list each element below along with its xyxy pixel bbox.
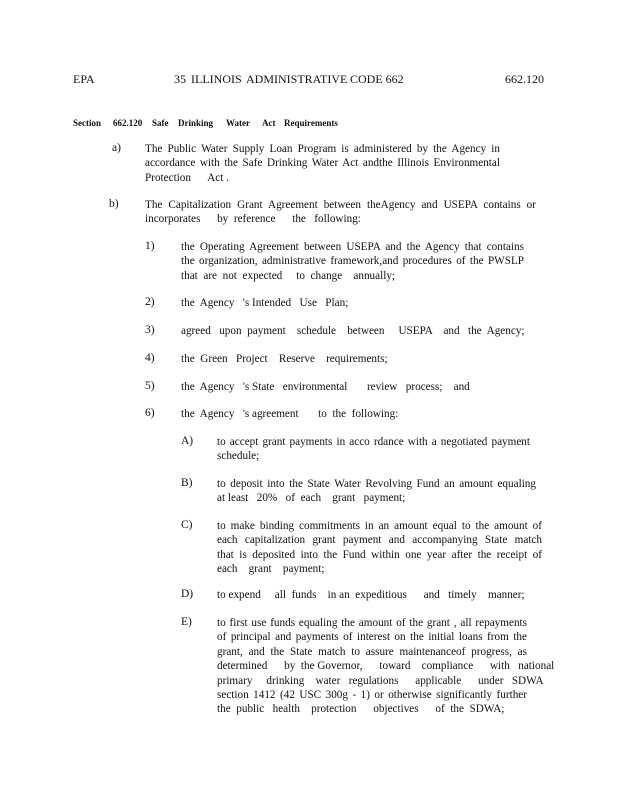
text-line: the Operating Agreement between USEPA and the Agency that contains (181, 241, 524, 253)
item-text (181, 407, 524, 421)
text-line: to expend all funds in an expeditious and timely manner; (217, 589, 525, 601)
section-title-word: Safe (152, 118, 169, 128)
item-text (181, 324, 524, 338)
text-line: the Agency 's agreement to the following: (181, 408, 399, 420)
text-line: to accept grant payments in acco rdance with a negotiated payment (217, 436, 530, 448)
section-title-word: Drinking (178, 118, 214, 128)
text-line: the Green Project Reserve requirements; (181, 353, 388, 365)
header-code: CODE 662 (350, 72, 404, 86)
item-text (145, 142, 500, 185)
item-label: 1) (145, 240, 155, 252)
item-label: D) (181, 588, 194, 600)
item-text (217, 588, 542, 602)
item-text (217, 616, 555, 717)
section-number: 662.120 (113, 118, 143, 128)
text-line: Protection Act . (145, 171, 229, 184)
item-text (217, 519, 542, 577)
item-label: B) (181, 477, 193, 489)
item-label: 5) (145, 380, 155, 392)
text-line: that is deposited into the Fund within one year after the receipt of (217, 548, 542, 561)
item-text (181, 352, 524, 366)
section-title-word: Act (262, 118, 276, 128)
text-line: each capitalization grant payment and accompanying State match (217, 534, 542, 547)
text-line: to first use funds equaling the amount of the grant , all repayments (217, 617, 527, 629)
text-line: the public health protection objectives of the SDWA; (217, 703, 505, 716)
header-title: 35 ILLINOIS ADMINISTRATIVE (174, 72, 348, 86)
text-line: section 1412 (42 USC 300g - 1) or otherwise significantly further (217, 689, 527, 702)
text-line: at least 20% of each grant payment; (217, 492, 406, 505)
header-agency: EPA (73, 72, 95, 86)
item-label: 2) (145, 296, 155, 308)
item-text (217, 477, 536, 506)
text-line: The Capitalization Grant Agreement between theAgency and USEPA contains or (145, 199, 536, 211)
item-label: 3) (145, 324, 155, 336)
text-line: agreed upon payment schedule between USEPA and the Agency; (181, 325, 525, 337)
text-line: the organization, administrative framework,and procedures of the PWSLP (181, 255, 524, 268)
item-text (145, 198, 536, 227)
text-line: schedule; (217, 450, 260, 463)
text-line: the Agency 's Intended Use Plan; (181, 297, 349, 309)
text-line: that are not expected to change annually; (181, 269, 396, 282)
section-title-word: Water (226, 118, 250, 128)
item-label: C) (181, 519, 193, 531)
item-label: E) (181, 616, 192, 628)
text-line: The Public Water Supply Loan Program is administered by the Agency in (145, 143, 500, 155)
text-line: of principal and payments of interest on the initial loans from the (217, 631, 527, 644)
item-text (217, 435, 530, 464)
header-section-number: 662.120 (505, 72, 544, 86)
text-line: primary drinking water regulations applicable under SDWA (217, 674, 544, 687)
item-label: b) (109, 198, 119, 210)
text-line: each grant payment; (217, 563, 325, 576)
item-label: 6) (145, 407, 155, 419)
text-line: incorporates by reference the following: (145, 213, 361, 226)
text-line: to make binding commitments in an amount equal to the amount of (217, 520, 542, 532)
text-line: determined by the Governor, toward compliance with national (217, 660, 555, 673)
item-text (181, 240, 524, 283)
item-label: A) (181, 435, 194, 447)
text-line: to deposit into the State Water Revolving Fund an amount equaling (217, 478, 536, 490)
text-line: the Agency 's State environmental review process; and (181, 381, 470, 393)
section-title-word: Requirements (284, 118, 338, 128)
item-text (181, 380, 524, 394)
item-label: 4) (145, 352, 155, 364)
text-line: grant, and the State match to assure maintenanceof progress, as (217, 645, 527, 658)
item-label: a) (112, 142, 121, 154)
item-text (181, 296, 524, 310)
text-line: accordance with the Safe Drinking Water Act andthe Illinois Environmental (145, 157, 500, 170)
section-label: Section (73, 118, 101, 128)
